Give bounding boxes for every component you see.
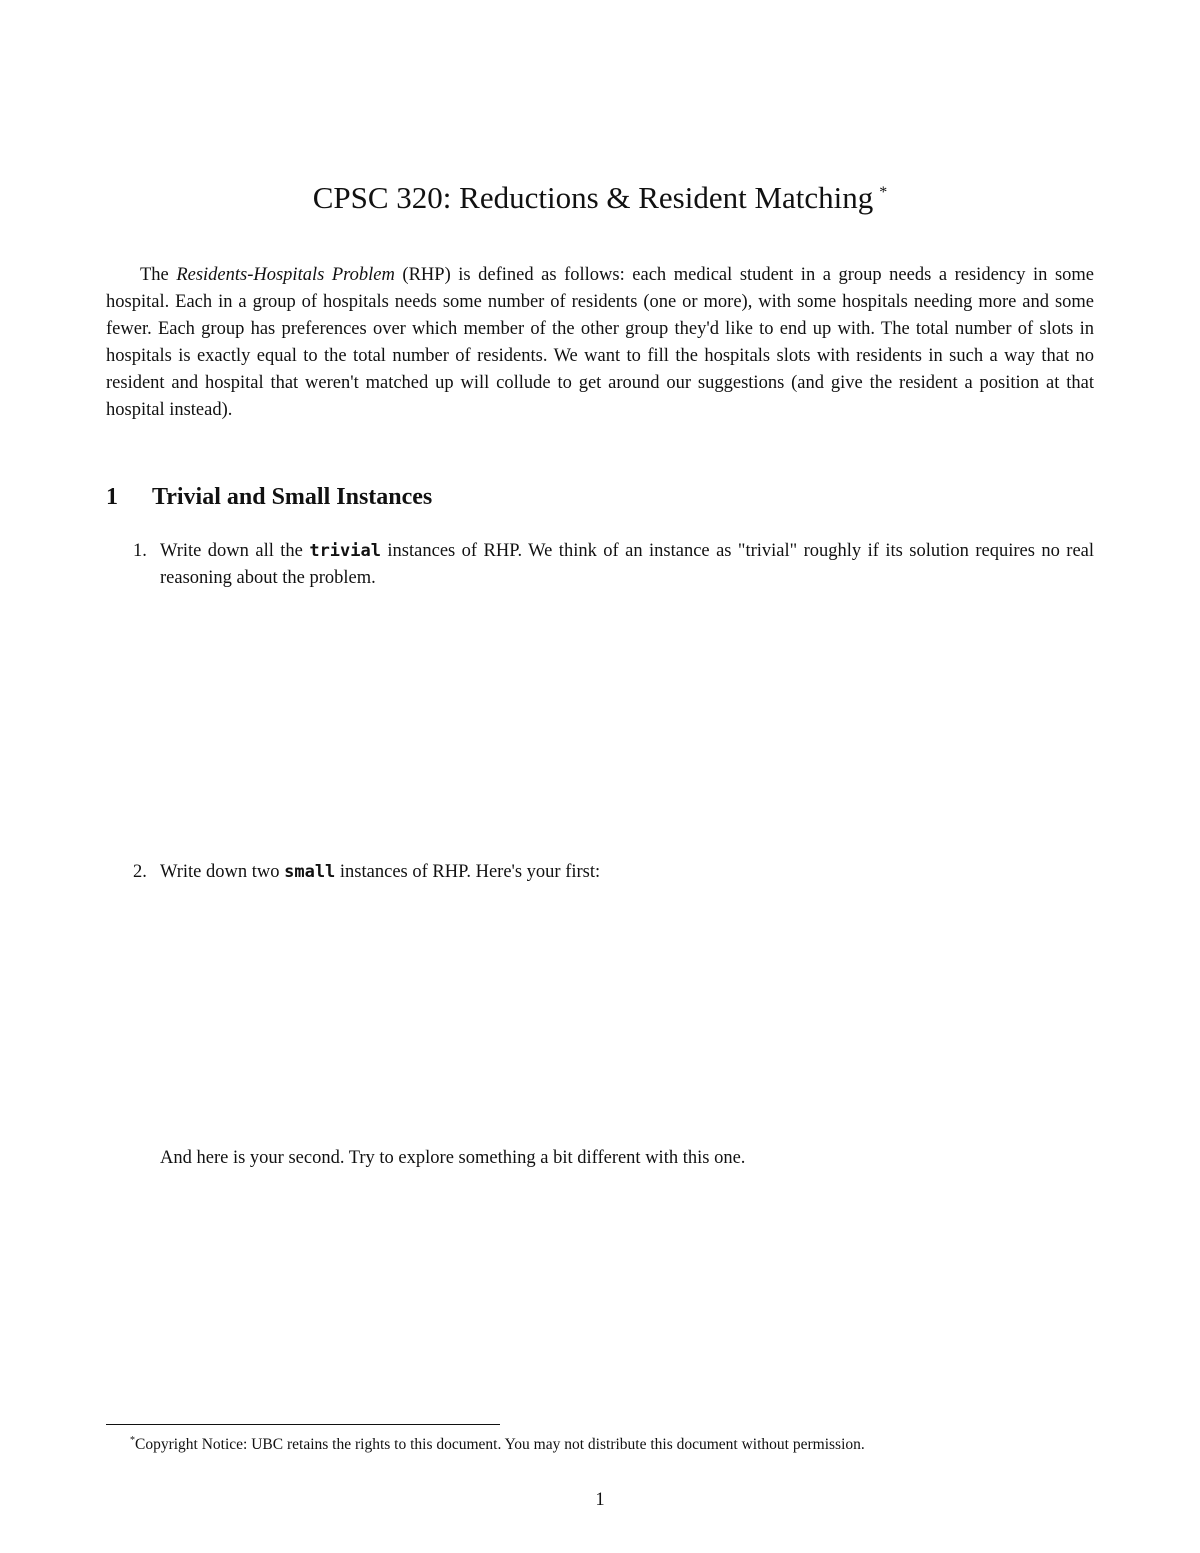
section-number: 1 [106, 484, 118, 510]
list-item-text [160, 859, 1094, 886]
list-item-text-after: instances of RHP. Here's your first: [335, 862, 601, 882]
intro-rest: (RHP) is defined as follows: each medical student in a group needs a residency in some hospital. Each in a group of hospitals needs some number of residents (one or more), with some hospitals needing more and some fewer. Each group has preferences over which member of the other group they'd like to end up with. The total number of slots in hospitals is exactly equal to the total number of residents. We want to fill the hospitals slots with residents in such a way that no resident and hospital that weren't matched up will collude to get around our suggestions (and give the resident a position at that hospital instead). [106, 265, 1095, 420]
footnote-divider [106, 1424, 500, 1425]
intro-term: Residents-Hospitals Problem [176, 265, 395, 285]
list-item [106, 859, 1094, 886]
page-number: 1 [595, 1490, 605, 1510]
list-item-keyword: small [284, 862, 336, 882]
list-item-marker: 2. [133, 862, 147, 882]
title-text: CPSC 320: Reductions & Resident Matching [312, 180, 874, 215]
list-item-marker: 1. [133, 541, 147, 561]
list-item-keyword: trivial [309, 541, 381, 561]
list-item-text-after: instances of RHP. We think of an instance as "trivial" roughly if its solution requires no real reasoning about the problem. [160, 541, 1095, 588]
document-title [0, 180, 1200, 216]
list-item-text-before: Write down two [160, 862, 285, 882]
intro-paragraph [106, 262, 1094, 424]
title-footnote-marker: * [879, 183, 888, 201]
footnote-marker: * [130, 1435, 135, 1446]
list-item-text-before: Write down all the [160, 541, 310, 561]
footnote-text: Copyright Notice: UBC retains the rights to this document. You may not distribute this document without permission. [135, 1436, 865, 1454]
second-instance-prompt: And here is your second. Try to explore something a bit different with this one. [160, 1148, 746, 1168]
list-item [106, 538, 1094, 592]
section-heading [106, 484, 432, 511]
section-title: Trivial and Small Instances [152, 484, 433, 510]
footnote [130, 1430, 865, 1456]
list-item-text [160, 538, 1094, 592]
intro-lead: The [140, 265, 177, 285]
